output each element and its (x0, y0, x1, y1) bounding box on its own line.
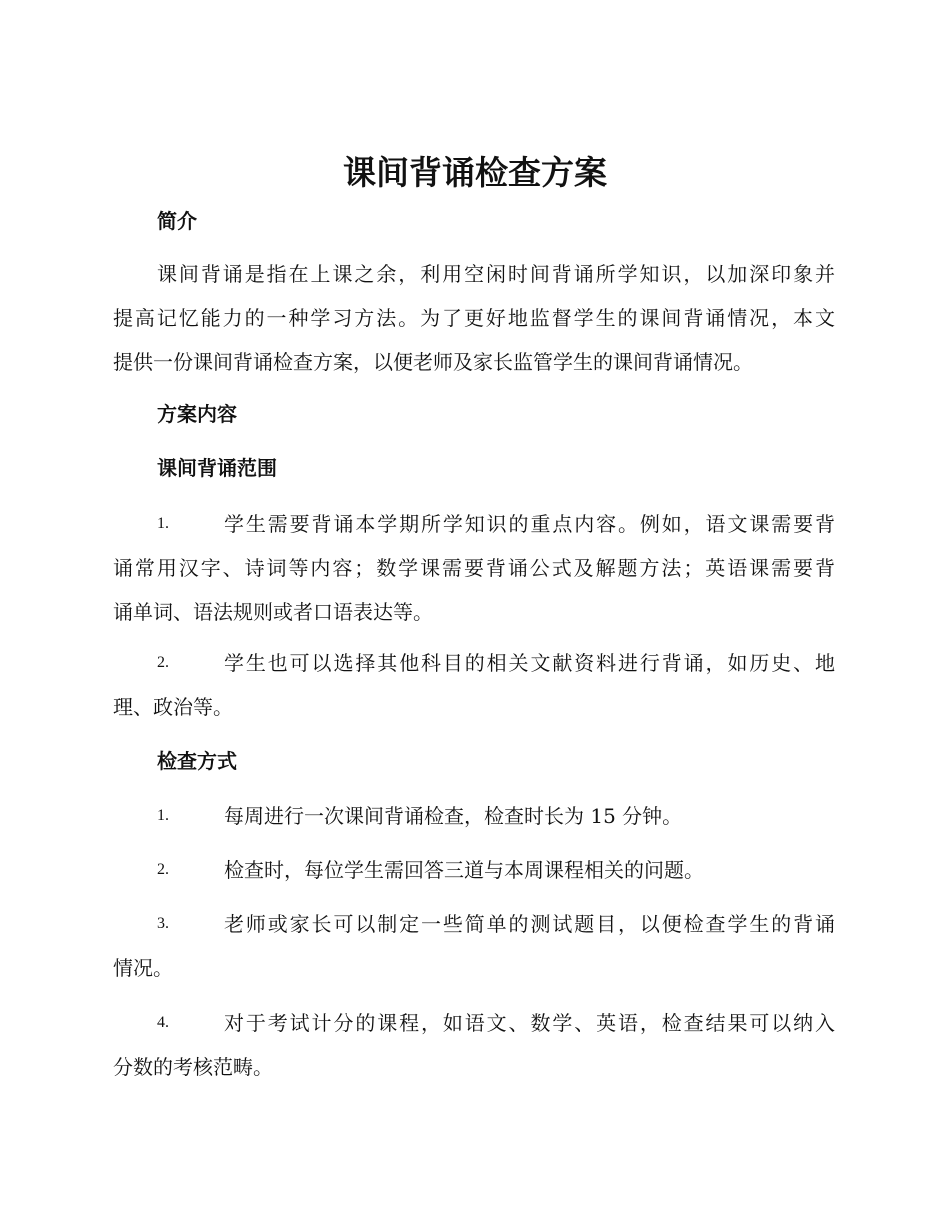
intro-heading: 简介 (157, 209, 197, 233)
list-number: 3. (157, 915, 169, 932)
document-title: 课间背诵检查方案 (343, 153, 607, 192)
list-item-text: 学生也可以选择其他科目的相关文献资料进行背诵，如历史、地 (224, 651, 835, 675)
list-number: 2. (157, 861, 169, 878)
content-heading: 方案内容 (157, 402, 237, 426)
list-number: 1. (157, 515, 169, 532)
intro-line: 提高记忆能力的一种学习方法。为了更好地监督学生的课间背诵情况，本文 (113, 306, 835, 330)
list-item-text: 学生需要背诵本学期所学知识的重点内容。例如，语文课需要背 (224, 512, 835, 536)
list-item-text: 老师或家长可以制定一些简单的测试题目，以便检查学生的背诵 (224, 912, 835, 936)
list-item-text: 情况。 (113, 956, 173, 980)
list-item-text: 检查时，每位学生需回答三道与本周课程相关的问题。 (224, 858, 704, 882)
scope-heading: 课间背诵范围 (157, 456, 277, 480)
list-item-text: 诵单词、语法规则或者口语表达等。 (113, 600, 433, 624)
intro-line: 提供一份课间背诵检查方案，以便老师及家长监管学生的课间背诵情况。 (113, 350, 753, 374)
method-item (113, 902, 835, 990)
list-item-text: 对于考试计分的课程，如语文、数学、英语，检查结果可以纳入 (224, 1011, 835, 1035)
list-number: 2. (157, 654, 169, 671)
scope-item (113, 641, 835, 729)
method-item (113, 1001, 835, 1089)
method-heading: 检查方式 (157, 749, 237, 773)
method-item (113, 794, 835, 838)
method-item (113, 848, 835, 892)
list-item-text: 每周进行一次课间背诵检查，检查时长为 15 分钟。 (224, 804, 683, 828)
list-item-text: 理、政治等。 (113, 695, 233, 719)
intro-paragraph (113, 252, 835, 384)
list-number: 4. (157, 1014, 169, 1031)
list-item-text: 分数的考核范畴。 (113, 1055, 273, 1079)
list-item-text: 诵常用汉字、诗词等内容；数学课需要背诵公式及解题方法；英语课需要背 (113, 556, 835, 580)
scope-item (113, 502, 835, 634)
intro-line: 课间背诵是指在上课之余，利用空闲时间背诵所学知识，以加深印象并 (157, 262, 835, 286)
list-number: 1. (157, 807, 169, 824)
